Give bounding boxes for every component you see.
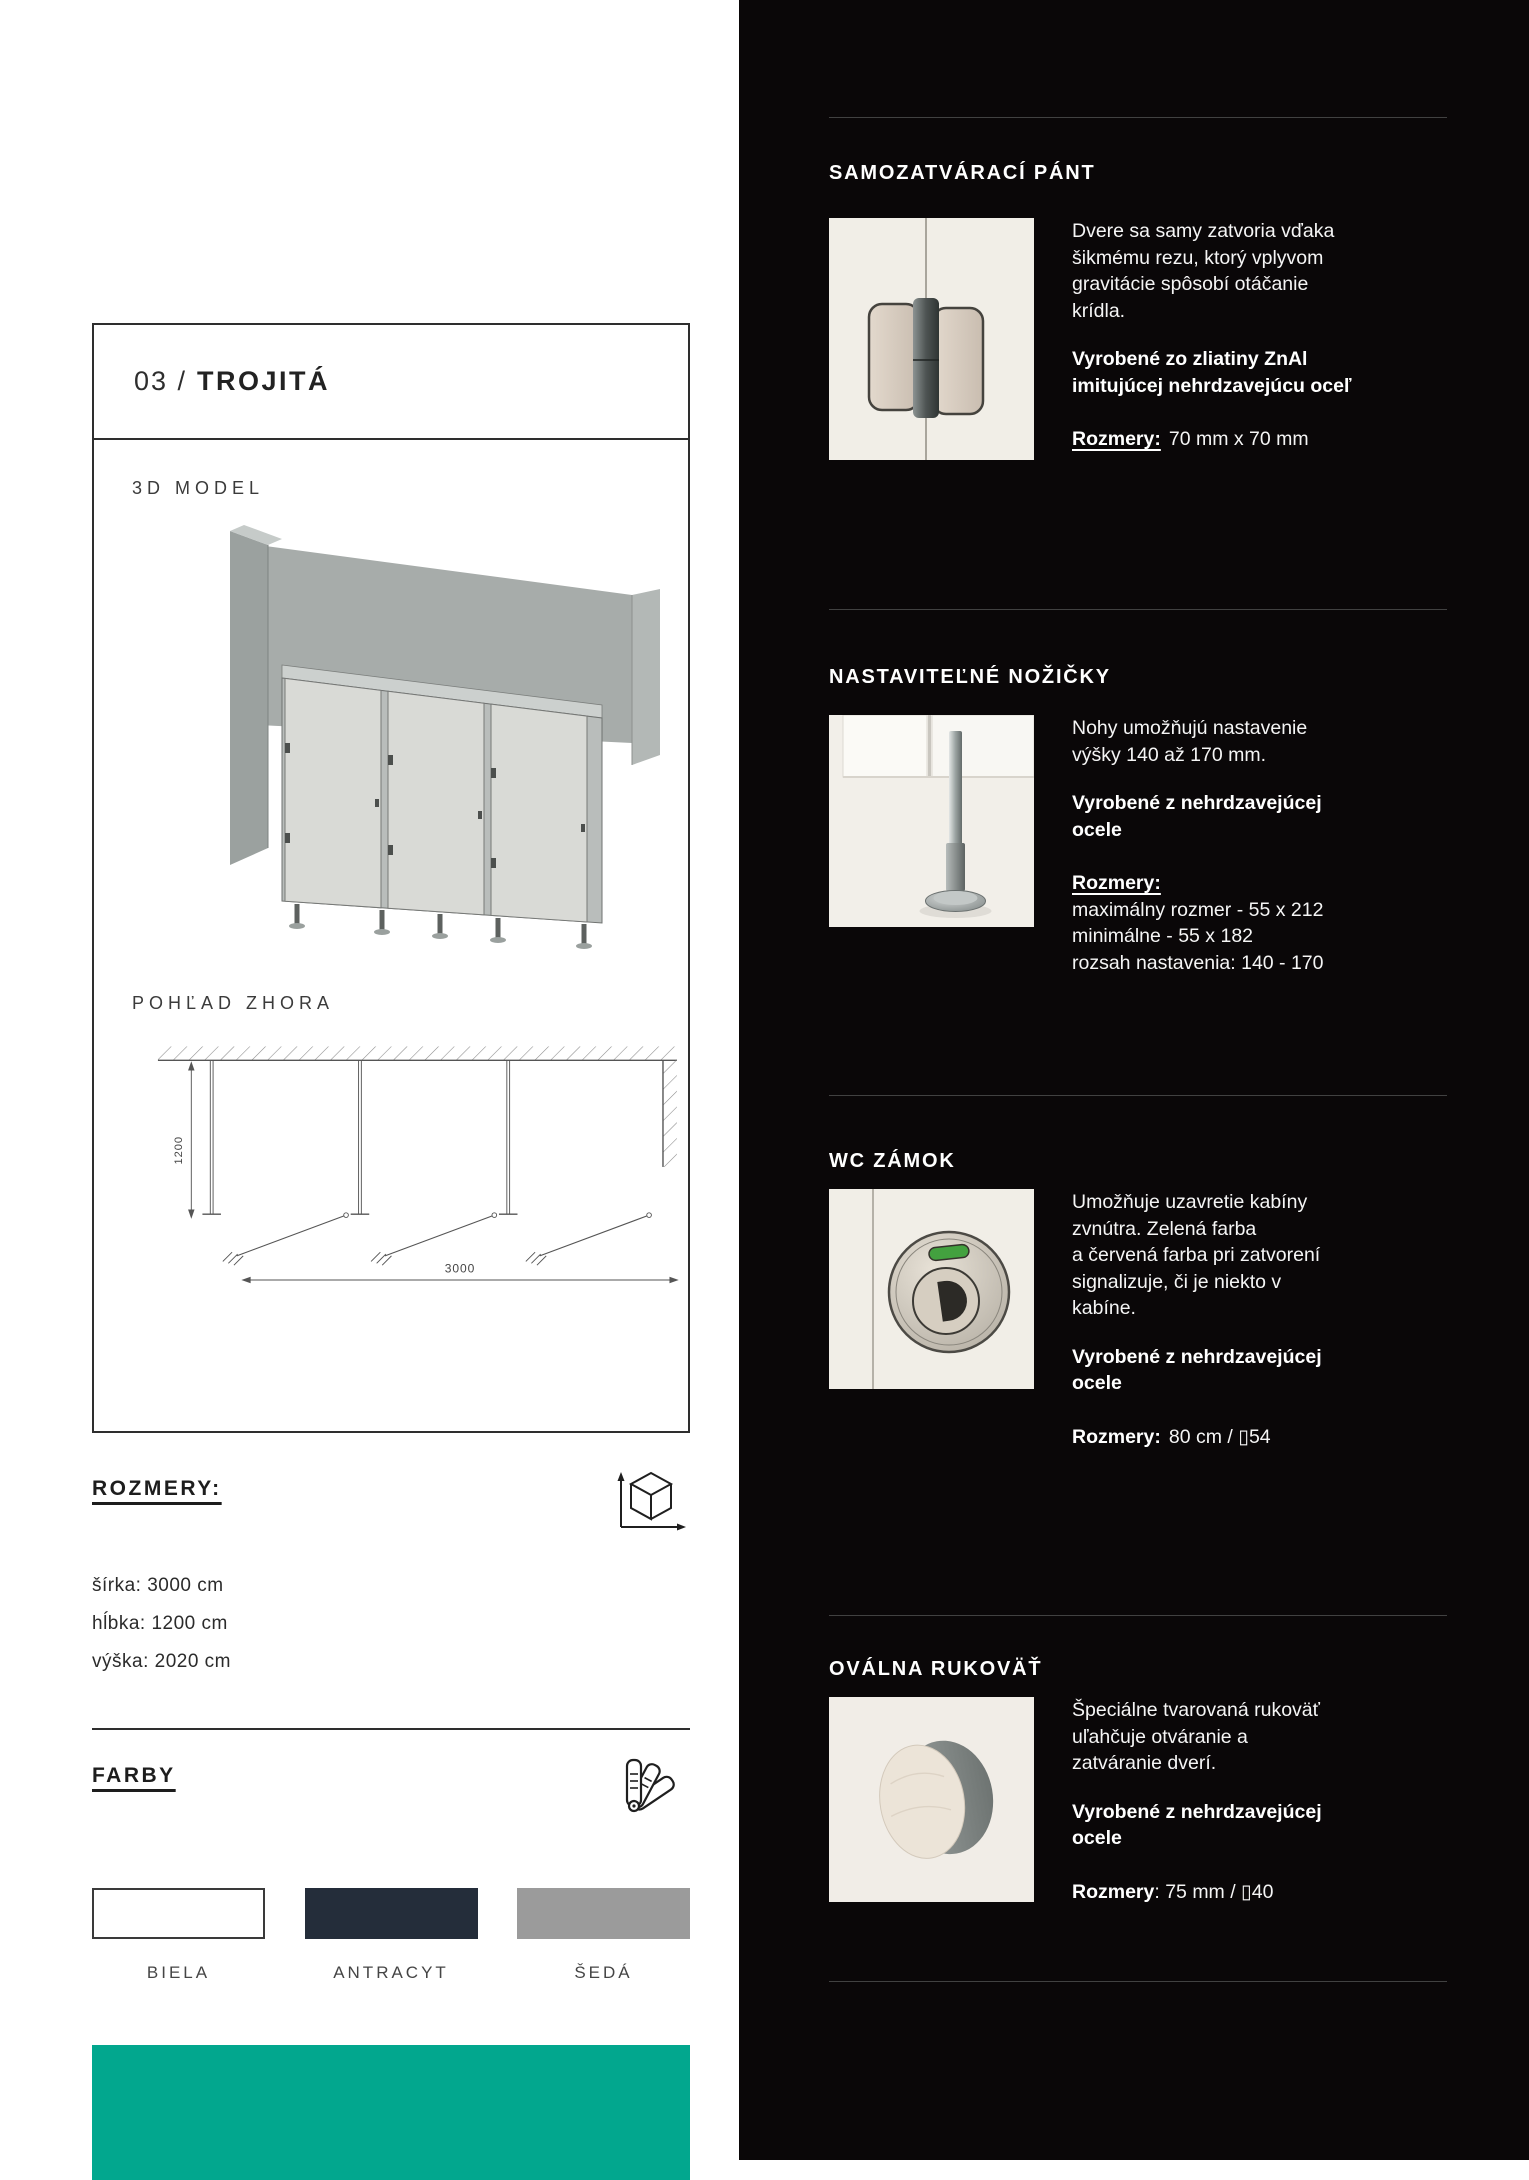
depth-dim-label: 1200 [173,1136,186,1165]
rozmery-detail-line: minimálne - 55 x 182 [1072,925,1254,947]
hinge-illustration [829,218,1034,460]
bold-note-line: ocele [1072,818,1122,841]
swatch-label-seda: ŠEDÁ [574,1963,633,1982]
paragraph-line: zvnútra. Zelená farba [1072,1217,1257,1240]
rozmery-label: Rozmery [1072,1880,1155,1903]
swatch-antracyt [305,1888,478,1939]
rozmery-detail-line: maximálny rozmer - 55 x 212 [1072,898,1324,921]
features-panel [739,0,1529,2160]
knob-illustration [829,1697,1034,1902]
paragraph-line: Nohy umožňujú nastavenie [1072,717,1308,739]
section-title-hinge: SAMOZATVÁRACÍ PÁNT [829,162,1096,184]
bold-note-line: Vyrobené z nehrdzavejúcej [1072,792,1322,814]
bold-note-line: ocele [1072,1372,1122,1394]
section-title-lock: WC ZÁMOK [829,1150,956,1172]
paragraph-line: Umožňuje uzavretie kabíny [1072,1191,1308,1213]
product-title-box [92,323,690,440]
section-divider [92,1728,690,1730]
left-column [0,0,739,2160]
paragraph-line: uľahčuje otváranie a [1072,1725,1248,1748]
paragraph-line: zatváranie dverí. [1072,1752,1217,1774]
feature-section-handle [829,1697,1447,1905]
lock-photo [829,1189,1034,1389]
feature-section-lock [829,1189,1447,1450]
dim-sirka: šírka: 3000 cm [92,1575,224,1596]
dim-vyska: výška: 2020 cm [92,1651,231,1672]
rozmery-value: 80 cm / ▯54 [1168,1425,1271,1448]
bold-note-line: Vyrobené zo zliatiny ZnAl [1072,348,1308,370]
paragraph-line: a červená farba pri zatvorení [1072,1244,1321,1266]
bold-note-line: imitujúcej nehrdzavejúcu oceľ [1072,374,1352,397]
handle-photo [829,1697,1034,1902]
paragraph-line: výšky 140 až 170 mm. [1072,743,1266,766]
top-view-label: POHĽAD ZHORA [132,993,335,1013]
rozmery-label: Rozmery: [1072,1425,1161,1448]
feature-section-feet [829,715,1447,976]
hinge-photo [829,218,1034,460]
width-dim-label: 3000 [444,1261,476,1276]
drawings-box [92,440,690,1433]
bold-note-line: ocele [1072,1827,1122,1849]
paragraph-line: kabíne. [1072,1297,1136,1319]
bold-note-line: Vyrobené z nehrdzavejúcej [1072,1800,1322,1823]
color-fan-icon [618,1750,690,1822]
farby-heading: FARBY [92,1764,176,1787]
swatch-biela [92,1888,265,1939]
swatch-label-biela: BIELA [146,1963,211,1982]
paragraph-line: signalizuje, či je niekto v [1072,1270,1282,1293]
rozmery-label: Rozmery: [1072,872,1161,894]
rozmery-value: : 75 mm / ▯40 [1154,1880,1274,1903]
dimension-cube-icon [612,1465,690,1537]
divider [829,1615,1447,1616]
top-view-drawing [132,1016,688,1316]
swatch-seda [517,1888,690,1939]
rozmery-value: 70 mm x 70 mm [1168,428,1309,450]
color-swatches [92,1888,690,1983]
rozmery-detail-line: rozsah nastavenia: 140 - 170 [1072,951,1324,974]
paragraph-line: krídla. [1072,299,1126,322]
section-title-handle: OVÁLNA RUKOVÄŤ [829,1658,1043,1680]
iso-3d-drawing [132,503,688,971]
divider [829,117,1447,118]
divider [829,1095,1447,1096]
bold-note-line: Vyrobené z nehrdzavejúcej [1072,1345,1322,1368]
foot-illustration [829,715,1034,927]
lock-illustration [829,1189,1034,1389]
paragraph-line: gravitácie spôsobí otáčanie [1072,273,1309,295]
feature-section-hinge [829,218,1447,460]
paragraph-line: Dvere sa samy zatvoria vďaka [1072,220,1335,242]
3d-model-label: 3D MODEL [132,478,265,498]
product-name: TROJITÁ [197,366,331,396]
rozmery-heading: ROZMERY: [92,1477,222,1500]
section-title-feet: NASTAVITEĽNÉ NOŽIČKY [829,666,1111,688]
swatch-label-antracyt: ANTRACYT [333,1963,449,1982]
rozmery-label: Rozmery: [1072,428,1161,450]
paragraph-line: šikmému rezu, ktorý vplyvom [1072,246,1324,269]
product-number: 03 / [134,366,188,396]
divider [829,1981,1447,1982]
divider [829,609,1447,610]
foot-photo [829,715,1034,927]
paragraph-line: Špeciálne tvarovaná rukoväť [1072,1699,1320,1721]
dim-hlbka: hĺbka: 1200 cm [92,1613,228,1634]
